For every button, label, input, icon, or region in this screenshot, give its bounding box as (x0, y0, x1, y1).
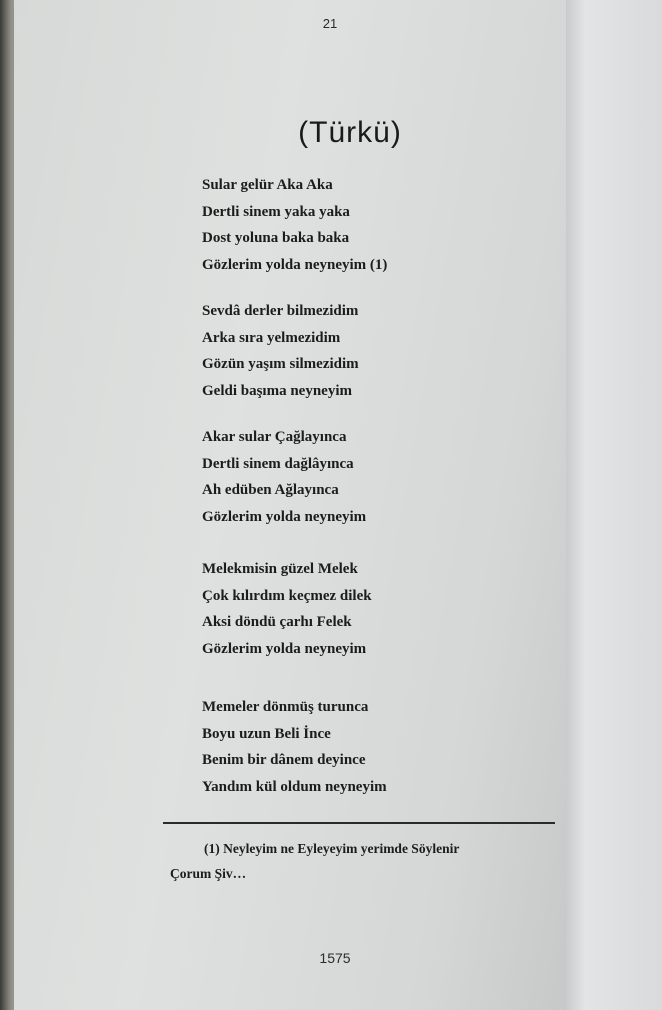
stanza-3 (202, 424, 532, 530)
poem-line: Memeler dönmüş turunca (202, 699, 369, 715)
poem-line: Yandım kül oldum neyneyim (202, 778, 387, 795)
poem-line: Dertli sinem yaka yaka (202, 203, 350, 220)
footnote-line: (1) Neyleyim ne Eyleyeyim yerimde Söylenir (204, 841, 460, 856)
poem-line: Akar sular Çağlayınca (202, 429, 347, 445)
poem-line: Ah edüben Ağlayınca (202, 482, 339, 498)
opposite-page-edge (566, 0, 662, 1010)
poem-line: Sular gelür Aka Aka (202, 177, 333, 193)
poem-line: Aksi döndü çarhı Felek (202, 614, 352, 630)
page-number-bottom: 1575 (319, 950, 351, 966)
poem-line: Dost yoluna baka baka (202, 230, 350, 246)
poem-line: Dertli sinem dağlâyınca (202, 455, 354, 472)
page-number-top: 21 (322, 16, 338, 31)
poem-title: (Türkü) (298, 116, 402, 149)
stanza-1 (202, 172, 532, 278)
poem-line: Çok kılırdım keçmez dilek (202, 587, 372, 604)
poem-line: Geldi başıma neyneyim (202, 382, 353, 399)
poem-line: Arka sıra yelmezidim (202, 329, 341, 346)
footnote-line: Çorum Şiv… (170, 866, 247, 881)
poem-line: Sevdâ derler bilmezidim (202, 303, 359, 319)
footnote (170, 836, 560, 886)
poem-line: Gözlerim yolda neyneyim (202, 640, 367, 657)
poem-line: Gözlerim yolda neyneyim (202, 508, 367, 525)
stanza-2 (202, 298, 532, 404)
poem-line: Gözlerim yolda neyneyim (1) (202, 256, 388, 273)
stanza-5 (202, 694, 532, 800)
stanza-4 (202, 556, 532, 662)
poem-line: Benim bir dânem deyince (202, 752, 366, 768)
poem-line: Boyu uzun Beli İnce (202, 725, 331, 742)
footnote-divider (163, 822, 555, 824)
poem-line: Melekmisin güzel Melek (202, 561, 358, 577)
poem-line: Gözün yaşım silmezidim (202, 356, 359, 372)
